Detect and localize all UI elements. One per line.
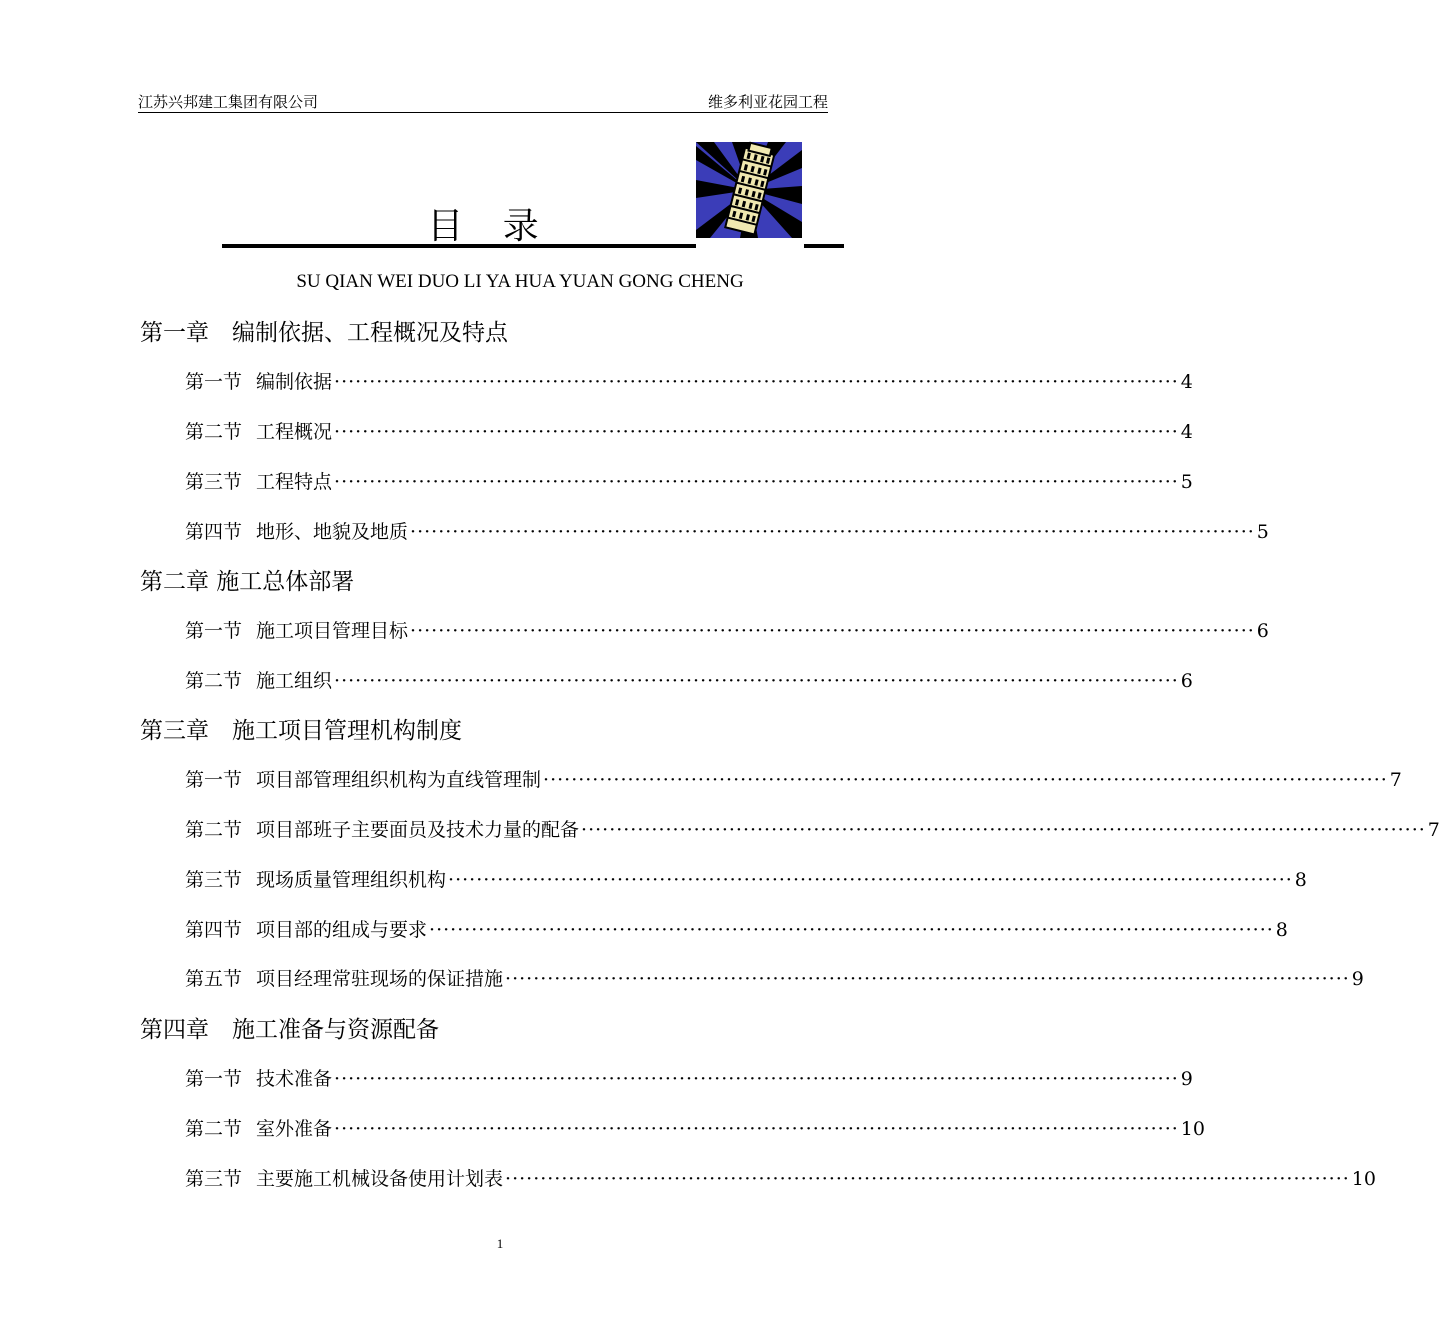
toc-entry[interactable] — [185, 916, 1288, 944]
dot-leader: ························································································································ — [410, 620, 1255, 642]
toc-subtitle: SU QIAN WEI DUO LI YA HUA YUAN GONG CHENG — [296, 271, 744, 292]
section-title: 技术准备 — [256, 1068, 333, 1090]
dot-leader: ························································································································ — [581, 819, 1426, 841]
toc-entry[interactable] — [185, 368, 1193, 396]
section-title: 现场质量管理组织机构 — [256, 869, 447, 891]
header-company: 江苏兴邦建工集团有限公司 — [138, 93, 319, 111]
section-number: 第三节 — [185, 471, 243, 493]
section-title: 施工项目管理目标 — [256, 620, 409, 642]
section-title: 编制依据 — [256, 371, 333, 393]
section-page: 4 — [1180, 421, 1193, 443]
chapter-heading[interactable]: 第三章 施工项目管理机构制度 — [140, 718, 462, 744]
section-title: 主要施工机械设备使用计划表 — [256, 1168, 504, 1190]
toc-entry[interactable] — [185, 1065, 1193, 1093]
section-number: 第三节 — [185, 869, 243, 891]
section-number: 第二节 — [185, 1118, 243, 1140]
section-number: 第三节 — [185, 1168, 243, 1190]
dot-leader: ························································································································ — [334, 1118, 1179, 1140]
section-page: 7 — [1389, 769, 1402, 791]
dot-leader: ························································································································ — [410, 521, 1255, 543]
toc-title: 目 录 — [427, 206, 553, 247]
section-page: 5 — [1180, 471, 1193, 493]
section-page: 4 — [1180, 371, 1193, 393]
dot-leader: ························································································································ — [334, 371, 1179, 393]
page-number: 1 — [496, 1236, 504, 1251]
dot-leader: ························································································································ — [334, 471, 1179, 493]
toc-entry[interactable] — [185, 866, 1307, 894]
chapter-heading[interactable]: 第二章 施工总体部署 — [140, 569, 355, 595]
toc-entry[interactable] — [185, 1115, 1205, 1143]
section-page: 8 — [1275, 919, 1288, 941]
section-page: 9 — [1351, 968, 1364, 990]
title-underline-end — [804, 244, 844, 248]
dot-leader: ························································································································ — [505, 968, 1350, 990]
chapter-heading[interactable]: 第一章 编制依据、工程概况及特点 — [140, 320, 508, 346]
section-number: 第二节 — [185, 421, 243, 443]
toc-entry[interactable] — [185, 1165, 1376, 1193]
section-title: 施工组织 — [256, 670, 333, 692]
dot-leader: ························································································································ — [334, 421, 1179, 443]
section-title: 项目部管理组织机构为直线管理制 — [256, 769, 542, 791]
dot-leader: ························································································································ — [334, 1068, 1179, 1090]
section-page: 7 — [1427, 819, 1440, 841]
toc-entry[interactable] — [185, 617, 1269, 645]
header-project: 维多利亚花园工程 — [707, 93, 828, 111]
section-number: 第四节 — [185, 919, 243, 941]
section-title: 工程概况 — [256, 421, 333, 443]
dot-leader: ························································································································ — [505, 1168, 1350, 1190]
section-page: 10 — [1351, 1168, 1376, 1190]
section-page: 5 — [1256, 521, 1269, 543]
section-title: 项目部班子主要面员及技术力量的配备 — [256, 819, 580, 841]
section-title: 室外准备 — [256, 1118, 333, 1140]
section-title: 项目经理常驻现场的保证措施 — [256, 968, 504, 990]
section-page: 9 — [1180, 1068, 1193, 1090]
leaning-tower-icon — [696, 142, 802, 238]
section-page: 6 — [1180, 670, 1193, 692]
section-number: 第一节 — [185, 1068, 243, 1090]
dot-leader: ························································································································ — [448, 869, 1293, 891]
dot-leader: ························································································································ — [543, 769, 1388, 791]
section-title: 项目部的组成与要求 — [256, 919, 428, 941]
chapter-heading[interactable]: 第四章 施工准备与资源配备 — [140, 1017, 439, 1043]
toc-entry[interactable] — [185, 418, 1193, 446]
toc-entry[interactable] — [185, 468, 1193, 496]
dot-leader: ························································································································ — [334, 670, 1179, 692]
section-page: 6 — [1256, 620, 1269, 642]
section-title: 工程特点 — [256, 471, 333, 493]
toc-entry[interactable] — [185, 965, 1364, 993]
section-number: 第五节 — [185, 968, 243, 990]
section-page: 8 — [1294, 869, 1307, 891]
section-number: 第二节 — [185, 819, 243, 841]
section-number: 第一节 — [185, 371, 243, 393]
toc-entry[interactable] — [185, 518, 1269, 546]
section-number: 第一节 — [185, 620, 243, 642]
section-page: 10 — [1180, 1118, 1205, 1140]
dot-leader: ························································································································ — [429, 919, 1274, 941]
section-title: 地形、地貌及地质 — [256, 521, 409, 543]
section-number: 第四节 — [185, 521, 243, 543]
section-number: 第二节 — [185, 670, 243, 692]
section-number: 第一节 — [185, 769, 243, 791]
toc-entry[interactable] — [185, 667, 1193, 695]
page-header — [138, 92, 828, 113]
toc-entry[interactable] — [185, 766, 1402, 794]
toc-entry[interactable] — [185, 816, 1440, 844]
